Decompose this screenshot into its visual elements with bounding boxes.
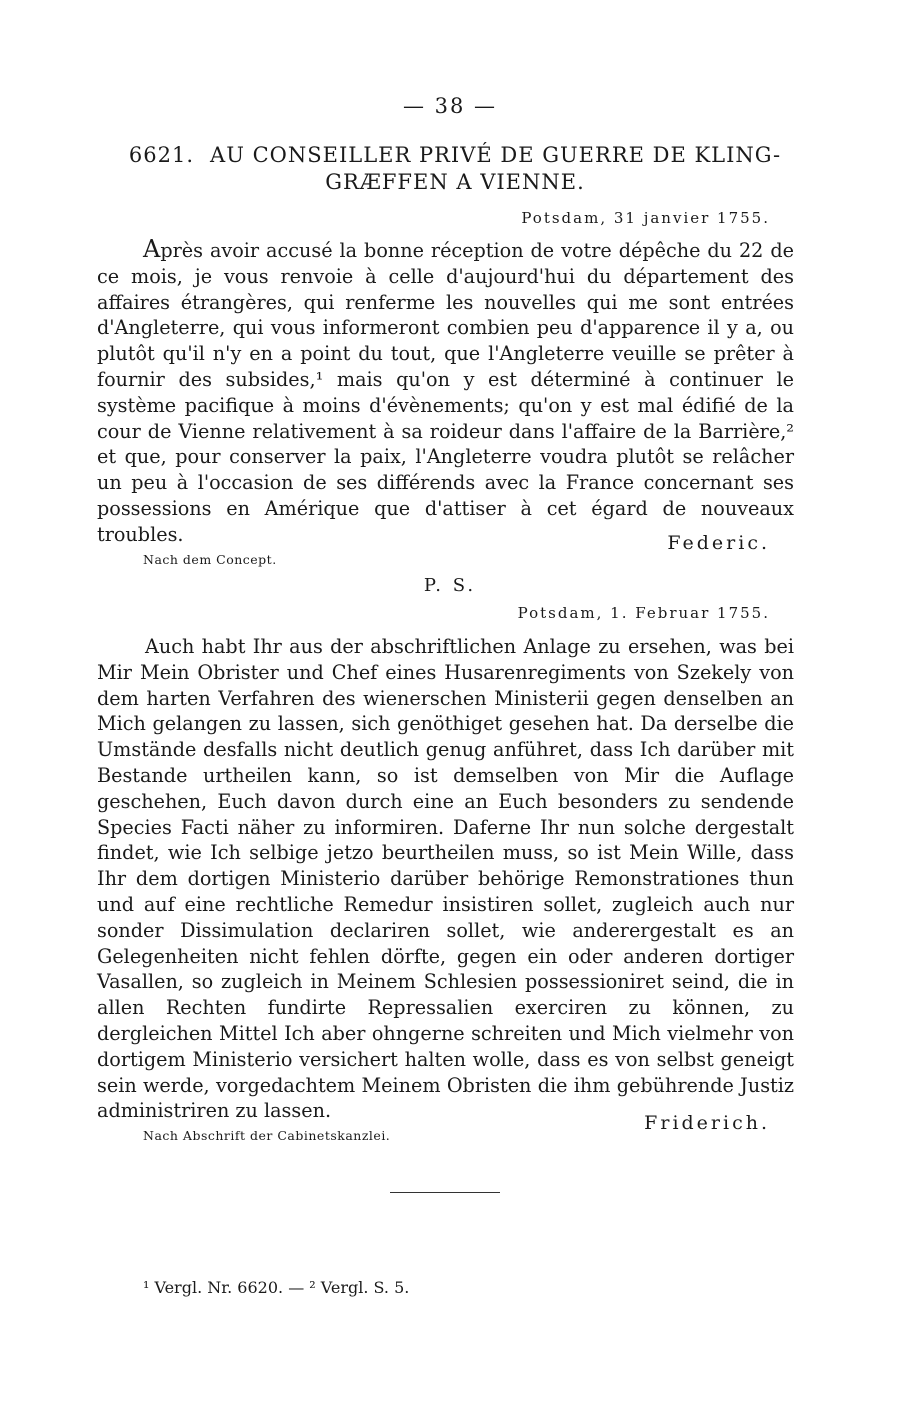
footnote-divider — [390, 1192, 500, 1193]
letter-title — [110, 142, 800, 196]
title-line-2: GRÆFFEN A VIENNE. — [325, 170, 585, 194]
postscript-heading: P. S. — [423, 575, 477, 596]
title-text-1: AU CONSEILLER PRIVÉ DE GUERRE DE KLING- — [210, 143, 782, 167]
initial-letter: A — [143, 235, 161, 263]
letter-body — [97, 237, 794, 548]
signature-friderich: Friderich. — [644, 1112, 770, 1134]
letter-number: 6621. — [128, 143, 195, 167]
letter-body-text: près avoir accusé la bonne réception de votre dépêche du 22 de ce mois, je vous renvoie à celle d'aujourd'hui du département des affaires étrangères, qui renferme les nouvelles qui me sont entrées d'Angleterre, qui vous informeront combien peu d'apparence il y a, ou plutôt qu'il n'y en a point du tout, que l'Angleterre veuille se prêter à fournir des subsides,¹ mais qu'on y est déterminé à continuer le système pacifique à moins d'évènements; qu'on y est mal édifié de la cour de Vienne relativement à sa roideur dans l'affaire de la Barrière,² et que, pour conserver la paix, l'Angleterre voudra plutôt se relâcher un peu à l'occasion de ses différends avec la France concernant ses possessions en Amérique que d'attiser à cet égard de nouveaux troubles. — [97, 239, 794, 546]
footnotes: ¹ Vergl. Nr. 6620. — ² Vergl. S. 5. — [143, 1278, 410, 1297]
page-number: — 38 — — [402, 94, 498, 118]
source-note-1: Nach dem Concept. — [143, 552, 277, 567]
postscript-body-text: Auch habt Ihr aus der abschriftlichen Anlage zu ersehen, was bei Mir Mein Obrister und Chef eines Husarenregiments von Szekely von dem harten Verfahren des wienerschen Ministerii gegen denselben an Mich gelangen zu lassen, sich genöthiget gesehen hat. Da derselbe die Umstände desfalls nicht deutlich genug anführet, dass Ich darüber mit Bestande urtheilen kann, so ist demselben von Mir die Auflage geschehen, Euch davon durch eine an Euch besonders zu sendende Species Facti näher zu informiren. Daferne Ihr nun solche dergestalt findet, wie Ich selbige jetzo beurtheilen muss, so ist Mein Wille, dass Ihr dem dortigen Ministerio darüber behörige Remonstrationes thun und auf eine rechtliche Remedur insistiren sollet, zugleich auch nur sonder Dissimulation declariren sollet, wie anderergestalt es an Gelegenheiten nicht fehlen dörfte, gegen ein oder anderen dortiger Vasallen, so zugleich in Meinem Schlesien possessioniret seind, die in allen Rechten fundirte Repressalien exerciren zu können, zu dergleichen Mittel Ich aber ohngerne schreiten und Mich vielmehr von dortigem Ministerio versichert halten wolle, dass es von selbst geneigt sein werde, vorgedachtem Meinem Obristen die ihm gebührende Justiz administriren zu lassen. — [97, 635, 794, 1123]
source-note-2: Nach Abschrift der Cabinetskanzlei. — [143, 1128, 391, 1143]
dateline-postscript: Potsdam, 1. Februar 1755. — [517, 604, 770, 622]
postscript-body — [97, 634, 794, 1124]
signature-federic: Federic. — [667, 532, 770, 554]
title-line-1 — [110, 142, 800, 169]
dateline-letter: Potsdam, 31 janvier 1755. — [521, 209, 770, 227]
